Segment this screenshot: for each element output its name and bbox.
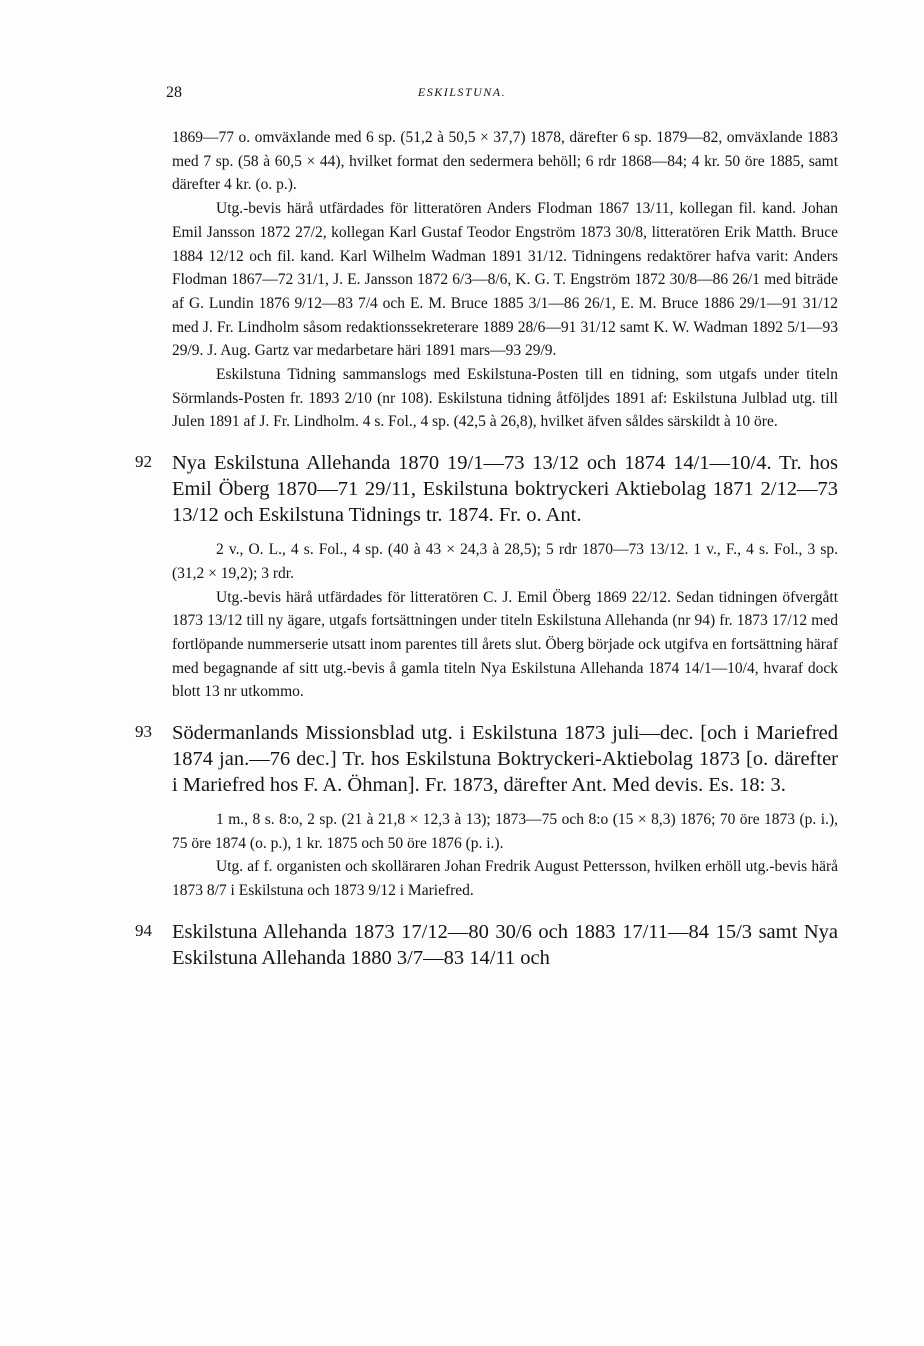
page-number: 28 <box>166 84 182 101</box>
catalog-entry-93 <box>135 720 838 903</box>
entry-number: 92 <box>135 452 152 472</box>
entry-number: 94 <box>135 920 152 940</box>
entry-heading: Södermanlands Missionsblad utg. i Eskilstuna 1873 juli—dec. [och i Mariefred 1874 jan.—76 dec.] Tr. hos Eskilstuna Boktryckeri-Aktiebolag 1873 [o. därefter i Mariefred hos F. A. Öhman]. Fr. 1873, därefter Ant. Med devis. Es. 18: 3. <box>172 722 838 797</box>
format-paragraph: 1869—77 o. omväxlande med 6 sp. (51,2 à 50,5 × 37,7) 1878, därefter 6 sp. 1879—82, omväxlande 1883 med 7 sp. (58 à 60,5 × 44), hvilket format den sedermera behöll; 6 rdr 1868—84; 4 kr. 50 öre 1885, samt därefter 4 kr. (o. p.). <box>172 129 838 194</box>
running-title: ESKILSTUNA. <box>417 85 507 99</box>
page-body <box>135 126 838 971</box>
merger-paragraph: Eskilstuna Tidning sammanslogs med Eskilstuna-Posten till en tidning, som utgafs under titeln Sörmlands-Posten fr. 1893 2/10 (nr 108). Eskilstuna tidning åtföljdes 1891 af: Eskilstuna Julblad utg. till Julen 1891 af J. Fr. Lindholm. 4 s. Fol., 4 sp. (42,5 à 26,8), hvilket äfven såldes särskildt à 10 öre. <box>172 366 838 431</box>
entry-notes: Utg.-bevis härå utfärdades för litteratören C. J. Emil Öberg 1869 22/12. Sedan tidningen öfvergått 1873 13/12 till ny ägare, utgafs fortsättningen under titeln Eskilstuna Allehanda (nr 94) fr. 1873 17/12 med fortlöpande nummerserie utsatt inom parentes till årets slut. Öberg började ock utgifva en fortsättning häraf med begagnande af sitt utg.-bevis å gamla titeln Nya Eskilstuna Allehanda 1874 14/1—10/4, hvaraf dock blott 13 nr utkommo. <box>172 588 838 701</box>
catalog-entry-94 <box>135 919 838 971</box>
editors-paragraph: Utg.-bevis härå utfärdades för litteratören Anders Flodman 1867 13/11, kollegan fil. kand. Johan Emil Jansson 1872 27/2, kollegan Karl Gustaf Teodor Engström 1873 30/8, litteratören Erik Matth. Bruce 1884 12/12 och fil. kand. Karl Wilhelm Wadman 1891 31/12. Tidningens redaktörer hafva varit: Anders Flodman 1867—72 31/1, J. E. Jansson 1872 6/3—8/6, K. G. T. Engström 1872 30/8—86 26/1 med biträde af G. Lundin 1876 9/12—83 7/4 och E. M. Bruce 1885 3/1—86 26/1, E. M. Bruce 1886 29/1—91 31/12 med J. Fr. Lindholm såsom redaktionssekreterare 1889 28/6—91 31/12 samt K. W. Wadman 1892 5/1—93 29/9. J. Aug. Gartz var medarbetare häri 1891 mars—93 29/9. <box>172 200 838 360</box>
catalog-entry-92 <box>135 450 838 704</box>
entry-heading: Eskilstuna Allehanda 1873 17/12—80 30/6 och 1883 17/11—84 15/3 samt Nya Eskilstuna Allehanda 1880 3/7—83 14/11 och <box>172 920 838 969</box>
entry-number: 93 <box>135 722 152 742</box>
entry-format: 1 m., 8 s. 8:o, 2 sp. (21 à 21,8 × 12,3 à 13); 1873—75 och 8:o (15 × 8,3) 1876; 70 öre 1873 (p. i.), 75 öre 1874 (o. p.), 1 kr. 1875 och 50 öre 1876 (p. i.). <box>172 811 838 852</box>
entry-heading: Nya Eskilstuna Allehanda 1870 19/1—73 13/12 och 1874 14/1—10/4. Tr. hos Emil Öberg 1870—71 29/11, Eskilstuna boktryckeri Aktiebolag 1871 2/12—73 13/12 och Eskilstuna Tidnings tr. 1874. Fr. o. Ant. <box>172 452 838 527</box>
entry-format: 2 v., O. L., 4 s. Fol., 4 sp. (40 à 43 × 24,3 à 28,5); 5 rdr 1870—73 13/12. 1 v., F., 4 s. Fol., 3 sp. (31,2 × 19,2); 3 rdr. <box>172 541 838 582</box>
page-header <box>0 84 924 106</box>
entry-notes: Utg. af f. organisten och skolläraren Johan Fredrik August Pettersson, hvilken erhöll utg.-bevis härå 1873 8/7 i Eskilstuna och 1873 9/12 i Mariefred. <box>172 858 838 900</box>
